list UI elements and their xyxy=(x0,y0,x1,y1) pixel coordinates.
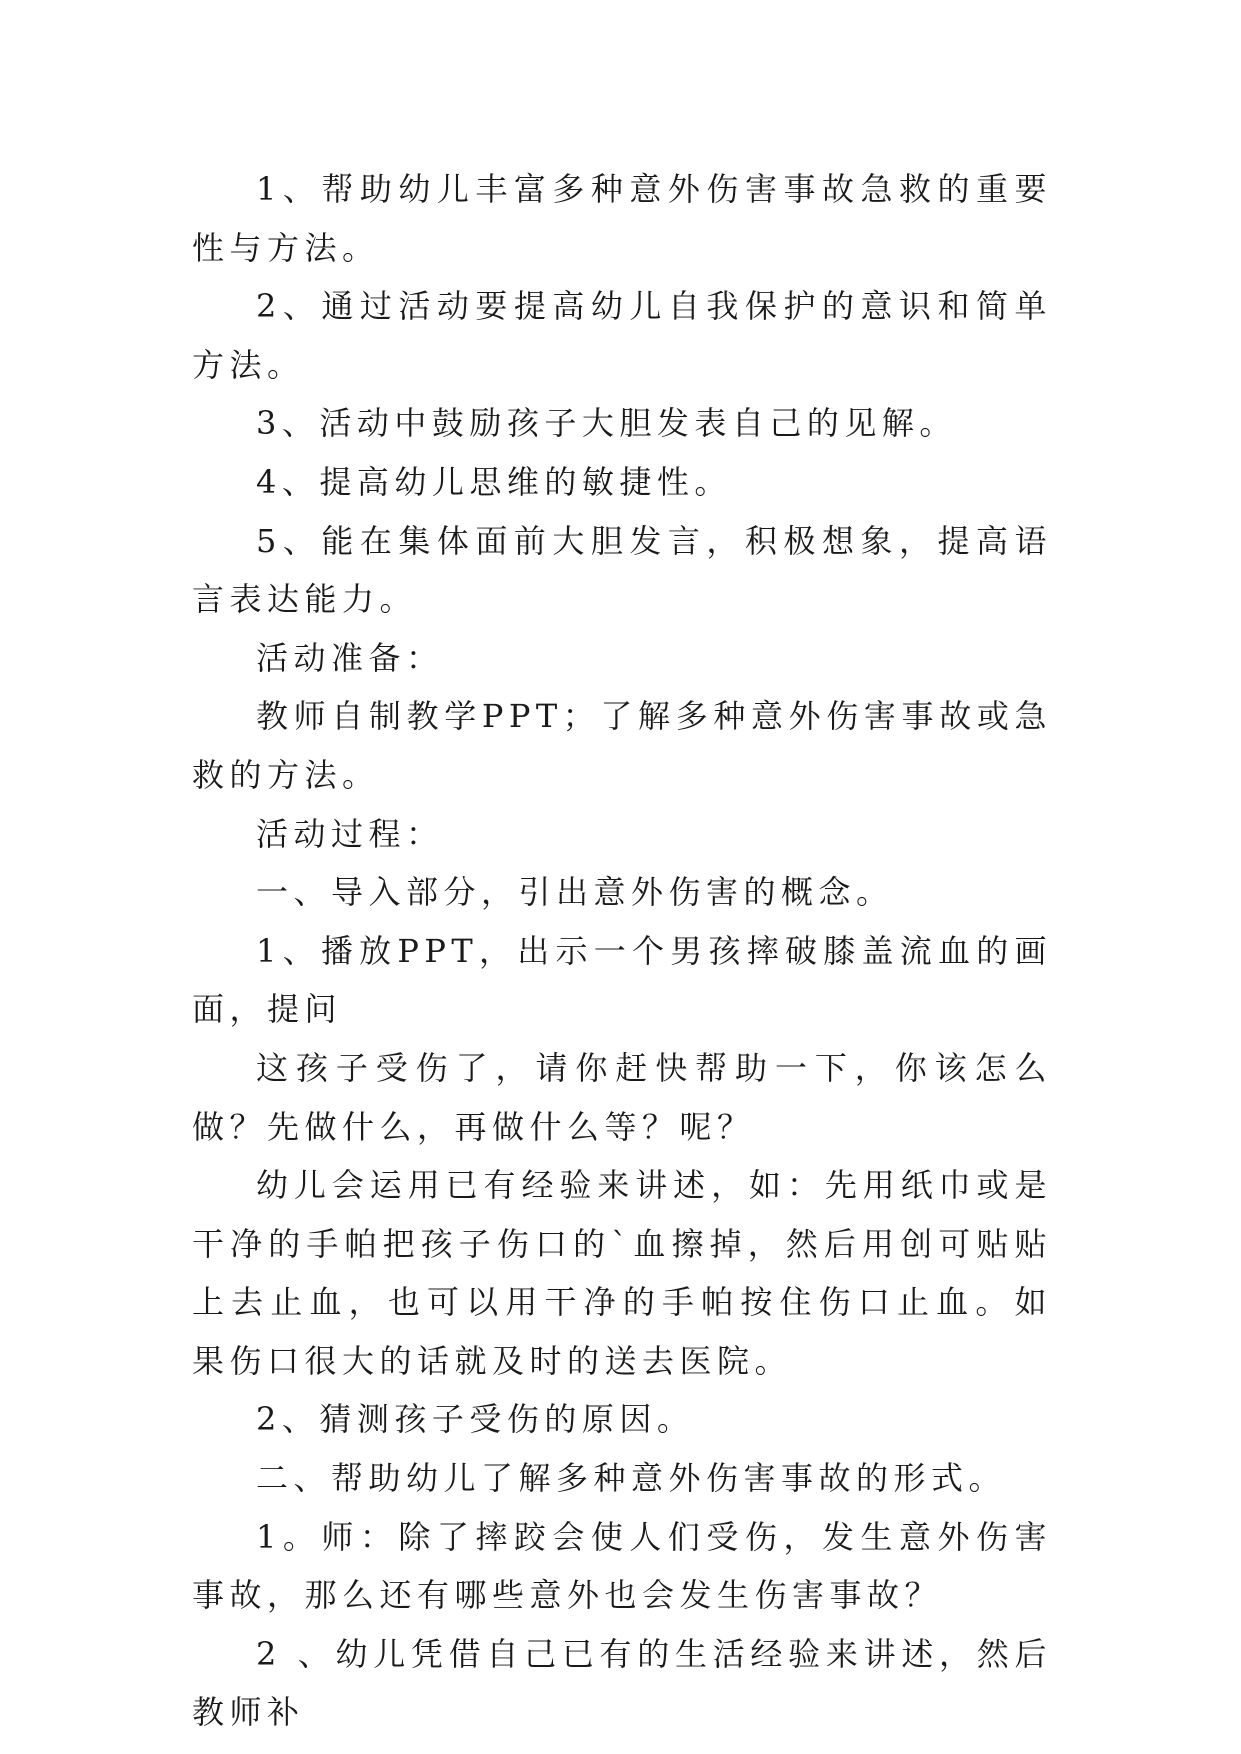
paragraph-step-1: 1、播放PPT，出示一个男孩摔破膝盖流血的画面，提问 xyxy=(192,931,1052,1029)
paragraph-preparation: 教师自制教学PPT；了解多种意外伤害事故或急救的方法。 xyxy=(192,697,1052,794)
paragraph-question: 这孩子受伤了，请你赶快帮助一下，你该怎么做？先做什么，再做什么等？呢？ xyxy=(192,1048,1052,1146)
heading-process: 活动过程： xyxy=(256,814,444,853)
heading-part-1: 一、导入部分，引出意外伤害的概念。 xyxy=(256,873,894,912)
paragraph-goal-3: 3、活动中鼓励孩子大胆发表自己的见解。 xyxy=(256,404,957,443)
paragraph-teacher-question: 1。师：除了摔跤会使人们受伤，发生意外伤害事故，那么还有哪些意外也会发生伤害事故？ xyxy=(192,1517,1052,1615)
document-body xyxy=(192,160,1052,1742)
paragraph-child-answer: 幼儿会运用已有经验来讲述，如：先用纸巾或是干净的手帕把孩子伤口的`血擦掉，然后用创可贴贴上去止血，也可以用干净的手帕按住伤口止血。如果伤口很大的话就及时的送去医院。 xyxy=(192,1166,1052,1380)
paragraph-goal-1: 1、帮助幼儿丰富多种意外伤害事故急救的重要性与方法。 xyxy=(192,170,1052,267)
paragraph-goal-2: 2、通过活动要提高幼儿自我保护的意识和简单方法。 xyxy=(192,287,1052,384)
paragraph-goal-4: 4、提高幼儿思维的敏捷性。 xyxy=(256,462,732,501)
paragraph-step-2: 2、猜测孩子受伤的原因。 xyxy=(256,1400,695,1439)
paragraph-goal-5: 5、能在集体面前大胆发言，积极想象，提高语言表达能力。 xyxy=(192,521,1052,619)
paragraph-step-2b: 2 、幼儿凭借自己已有的生活经验来讲述，然后教师补 xyxy=(192,1634,1052,1732)
heading-preparation: 活动准备： xyxy=(256,638,444,677)
heading-part-2: 二、帮助幼儿了解多种意外伤害事故的形式。 xyxy=(256,1459,1007,1498)
